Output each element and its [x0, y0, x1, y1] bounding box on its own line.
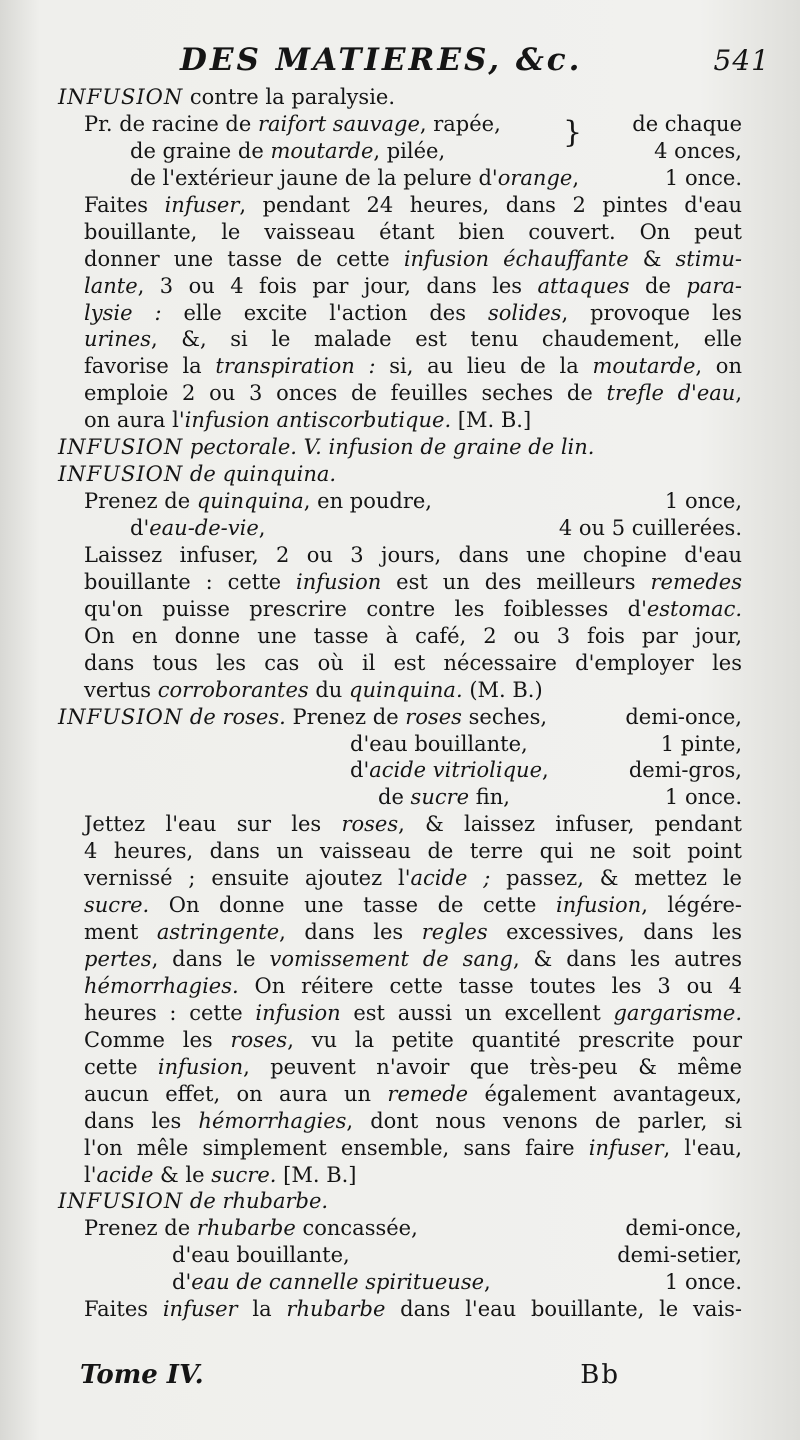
- running-header: [180, 42, 770, 86]
- text-line: bouillante : cette infusion est un des meilleurs remedes: [84, 569, 742, 594]
- text-line: urines, &, si le malade est tenu chaudement, elle: [84, 327, 742, 352]
- signature-mark: Bb: [580, 1360, 620, 1390]
- entry-heading: INFUSION: [58, 1189, 184, 1214]
- text-line: hémorrhagies. On réitere cette tasse toutes les 3 ou 4: [84, 973, 742, 998]
- text-body: [58, 84, 742, 1323]
- text-line: d'eau de cannelle spiritueuse, 1 once.: [172, 1270, 742, 1295]
- volume-label: Tome IV.: [80, 1360, 204, 1390]
- text-line: on aura l'infusion antiscorbutique. [M. B.]: [84, 408, 532, 433]
- text-line: de l'extérieur jaune de la pelure d'orange, 1 once.: [130, 165, 742, 190]
- text-line: ment astringente, dans les regles excessives, dans les: [84, 920, 742, 945]
- text-line: Pr. de racine de raifort sauvage, rapée, } de chaque: [58, 111, 742, 138]
- text-line: INFUSION de roses. Prenez de roses seches, demi-once,: [58, 704, 742, 729]
- entry-heading: INFUSION: [58, 462, 184, 487]
- text-line: donner une tasse de cette infusion échauffante & stimu-: [84, 246, 742, 271]
- text-line: Comme les roses, vu la petite quantité prescrite pour: [84, 1027, 742, 1052]
- text-line: d'eau-de-vie, 4 ou 5 cuillerées.: [130, 516, 742, 540]
- text-line: INFUSION pectorale. V. infusion de graine de lin.: [58, 435, 595, 460]
- text-line: cette infusion, peuvent n'avoir que très-peu & même: [84, 1054, 742, 1079]
- text-line: INFUSION de rhubarbe.: [58, 1189, 329, 1214]
- brace-amount: 4 onces,: [654, 138, 742, 163]
- brace-label: de chaque: [632, 111, 742, 136]
- text-line: dans les hémorrhagies, dont nous venons de parler, si: [84, 1108, 742, 1133]
- text-line: favorise la transpiration : si, au lieu de la moutarde, on: [84, 354, 742, 379]
- text-line: On en donne une tasse à café, 2 ou 3 fois par jour,: [84, 623, 742, 648]
- text-line: de graine de moutarde, pilée, 4 onces,: [130, 138, 742, 163]
- text-line: INFUSION contre la paralysie.: [58, 85, 396, 109]
- text-line: vertus corroborantes du quinquina. (M. B.): [84, 677, 543, 702]
- text-line: Jettez l'eau sur les roses, & laissez infuser, pendant: [84, 812, 743, 837]
- text-line: Prenez de rhubarbe concassée, demi-once,: [84, 1216, 742, 1241]
- page-footer: [80, 1360, 620, 1394]
- entry-heading: INFUSION: [58, 435, 184, 460]
- text-line: lysie : elle excite l'action des solides, provoque les: [84, 300, 742, 325]
- text-line: d'eau bouillante, demi-setier,: [172, 1243, 742, 1268]
- text-line: Faites infuser, pendant 24 heures, dans 2 pintes d'eau: [84, 192, 742, 217]
- text-line: lante, 3 ou 4 fois par jour, dans les attaques de para-: [84, 273, 742, 298]
- text-line: l'acide & le sucre. [M. B.]: [84, 1162, 357, 1187]
- text-line: Faites infuser la rhubarbe dans l'eau bouillante, le vais-: [84, 1297, 742, 1322]
- text-line: d'eau bouillante, 1 pinte,: [350, 731, 742, 756]
- page-number: 541: [713, 44, 770, 77]
- text-line: d'acide vitriolique, demi-gros,: [350, 758, 742, 783]
- text-line: bouillante, le vaisseau étant bien couvert. On peut: [84, 219, 742, 244]
- text-line: Prenez de quinquina, en poudre, 1 once,: [84, 489, 742, 514]
- text-line: qu'on puisse prescrire contre les foiblesses d'estomac.: [84, 596, 742, 621]
- entry-heading: INFUSION: [58, 85, 184, 109]
- text-line: emploie 2 ou 3 onces de feuilles seches de trefle d'eau,: [84, 381, 742, 406]
- text-line: de sucre fin, 1 once.: [378, 785, 742, 810]
- text-line: l'on mêle simplement ensemble, sans faire infuser, l'eau,: [84, 1135, 742, 1160]
- text-line: Laissez infuser, 2 ou 3 jours, dans une chopine d'eau: [84, 542, 742, 567]
- entry-heading: INFUSION: [58, 704, 184, 729]
- text-line: heures : cette infusion est aussi un excellent gargarisme.: [84, 1000, 742, 1025]
- brace-mark: }: [563, 114, 583, 150]
- text-line: vernissé ; ensuite ajoutez l'acide ; passez, & mettez le: [84, 866, 742, 891]
- text-line: 4 heures, dans un vaisseau de terre qui ne soit point: [84, 839, 742, 864]
- text-line: dans tous les cas où il est nécessaire d'employer les: [84, 650, 742, 675]
- text-line: INFUSION de quinquina.: [58, 462, 337, 487]
- text-line: aucun effet, on aura un remede également avantageux,: [84, 1081, 742, 1106]
- header-title: DES MATIERES, &c.: [180, 42, 583, 78]
- text-line: pertes, dans le vomissement de sang, & dans les autres: [84, 947, 742, 971]
- text-line: sucre. On donne une tasse de cette infusion, légére-: [84, 893, 742, 918]
